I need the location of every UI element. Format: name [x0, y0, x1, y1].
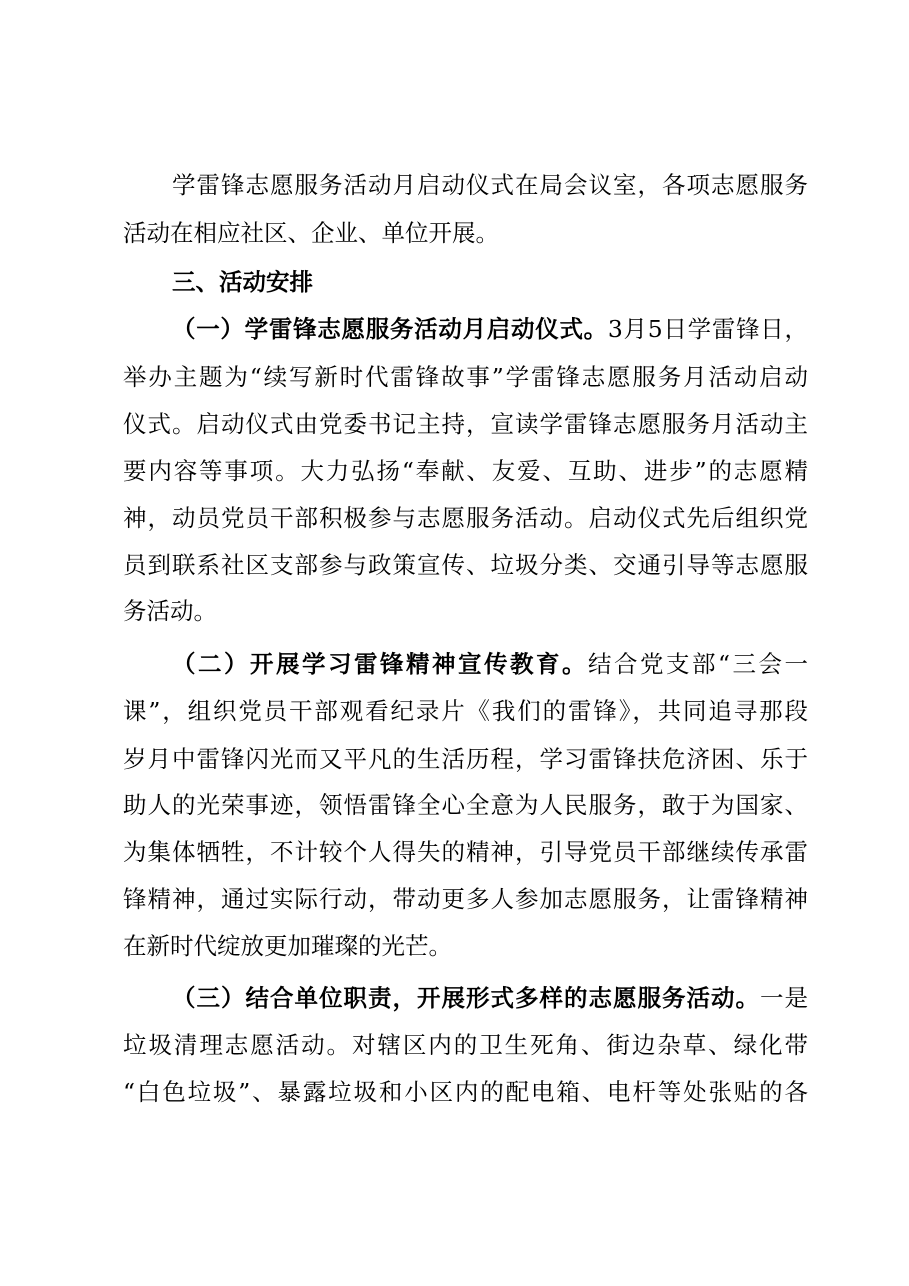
item-two-line-5: 为集体牺牲，不计较个人得失的精神，引导党员干部继续传承雷: [123, 838, 808, 866]
item-one-line-2: 举办主题为“续写新时代雷锋故事”学雷锋志愿服务月活动启动: [123, 363, 808, 391]
item-three-first-line-rest: 一是: [760, 984, 808, 1012]
item-three-line-2: 垃圾清理志愿活动。对辖区内的卫生死角、街边杂草、绿化带: [123, 1031, 808, 1059]
item-two-line-3: 岁月中雷锋闪光而又平凡的生活历程，学习雷锋扶危济困、乐于: [123, 745, 808, 773]
intro-line-1: 学雷锋志愿服务活动月启动仪式在局会议室，各项志愿服务: [172, 171, 808, 199]
item-two-first-line: [172, 641, 808, 687]
section-heading-activity-arrangement: 三、活动安排: [172, 268, 313, 296]
item-two-line-6: 锋精神，通过实际行动，带动更多人参加志愿服务，让雷锋精神: [123, 885, 808, 913]
item-one-line-4: 要内容等事项。大力弘扬“奉献、友爱、互助、进步”的志愿精: [123, 457, 808, 485]
item-three-first-line: [172, 975, 808, 1021]
item-one-line-5: 神，动员党员干部积极参与志愿服务活动。启动仪式先后组织党: [123, 504, 808, 532]
intro-line-2: 活动在相应社区、企业、单位开展。: [123, 219, 499, 247]
item-three-title: （三）结合单位职责，开展形式多样的志愿服务活动。: [172, 984, 760, 1012]
item-two-first-line-rest: 结合党支部“三会一: [588, 650, 808, 678]
item-two-line-7: 在新时代绽放更加璀璨的光芒。: [123, 932, 452, 960]
item-one-first-line: [172, 306, 808, 352]
item-one-title: （一）学雷锋志愿服务活动月启动仪式。: [172, 315, 608, 343]
item-two-line-2: 课”，组织党员干部观看纪录片《我们的雷锋》，共同追寻那段: [123, 697, 808, 725]
item-one-line-7: 务活动。: [123, 597, 217, 625]
item-three-line-3: “白色垃圾”、暴露垃圾和小区内的配电箱、电杆等处张贴的各: [123, 1078, 808, 1106]
item-one-line-3: 仪式。启动仪式由党委书记主持，宣读学雷锋志愿服务月活动主: [123, 410, 808, 438]
item-one-line-6: 员到联系社区支部参与政策宣传、垃圾分类、交通引导等志愿服: [123, 551, 808, 579]
item-two-line-4: 助人的光荣事迹，领悟雷锋全心全意为人民服务，敢于为国家、: [123, 791, 808, 819]
item-one-first-line-rest: 3月5日学雷锋日，: [607, 315, 808, 343]
item-two-title: （二）开展学习雷锋精神宣传教育。: [172, 650, 588, 678]
